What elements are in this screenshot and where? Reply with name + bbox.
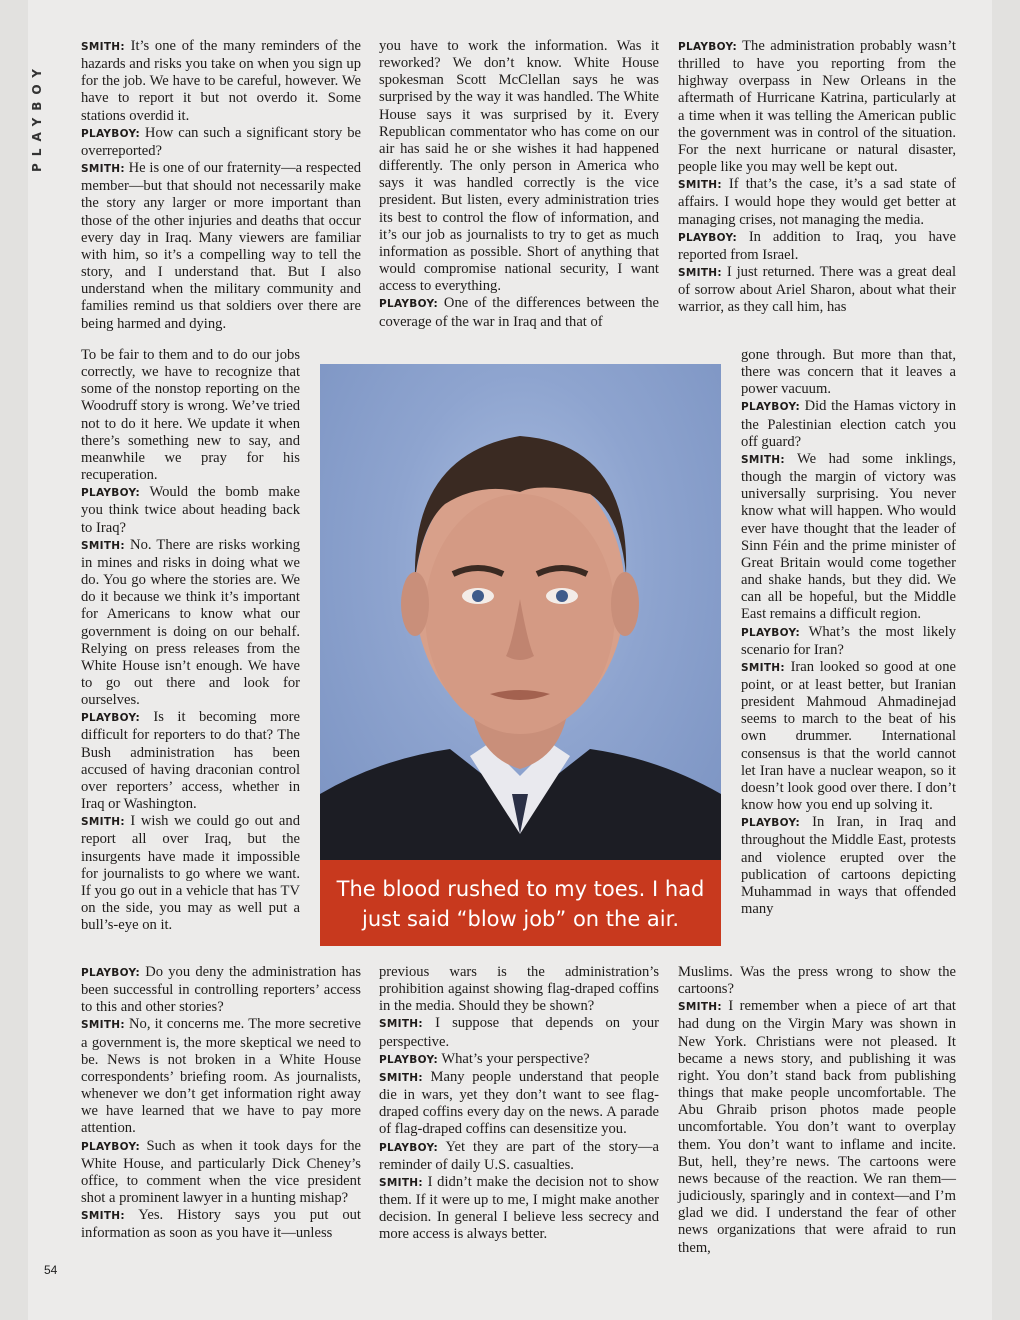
interview-paragraph xyxy=(379,1069,659,1139)
paragraph-text: If that’s the case, it’s a sad state of affairs. I would hope they would get better at managing crises, not managing the media. xyxy=(678,176,956,228)
interview-paragraph xyxy=(81,1138,361,1208)
page-number: 54 xyxy=(44,1263,58,1277)
column-1-bottom xyxy=(81,964,361,1243)
speaker-label: SMITH: xyxy=(81,539,125,552)
paragraph-text: No. There are risks working in mines and risks in doing what we do. You go where the stories are. We do it because we think it’s important for Americans to know what our government is doing on our behalf. Relying on press releases from the White House isn’t enough. We have to go out there and look for ourselves. xyxy=(81,536,300,709)
interview-paragraph xyxy=(379,1015,659,1050)
paragraph-text: It’s one of the many reminders of the hazards and risks you take on when you sign up for the job. We have to be careful, however. We have to report it but not overdo it. Some stations overdid it. xyxy=(81,38,361,124)
interview-paragraph xyxy=(81,964,361,1016)
interview-paragraph xyxy=(678,998,956,1256)
paragraph-text: We had some inklings, though the margin of victory was universally surprising. You never know what will happen. Who would ever have thought that the leader of Sinn Féin and the prime minister of Great Britain would come together and shake hands, but they did. We can all be hopeful, but the Middle East remains a difficult region. xyxy=(741,450,956,623)
speaker-label: PLAYBOY: xyxy=(678,231,737,244)
portrait-photo xyxy=(320,364,721,860)
paragraph-text: Yet they are part of the story—a reminder of daily U.S. casualties. xyxy=(379,1138,659,1173)
paragraph-text: Would the bomb make you think twice about heading back to Iraq? xyxy=(81,484,300,536)
running-head: PLAYBOY xyxy=(30,62,44,172)
speaker-label: SMITH: xyxy=(81,163,125,176)
speaker-label: PLAYBOY: xyxy=(81,712,140,725)
speaker-label: SMITH: xyxy=(379,1071,423,1084)
paragraph-text: I wish we could go out and report all over Iraq, but the insurgents have made it impossible for journalists to go where we want. If you go out in a vehicle that has TV on the side, you may as well put a bull’s-eye on it. xyxy=(81,813,300,934)
paragraph-text: No, it concerns me. The more secretive a government is, the more skeptical we need to be. News is not broken in a White House correspondents’ briefing room. As journalists, whenever we don’t get information right away we have learned that we have to pay more attention. xyxy=(81,1016,361,1137)
paragraph-text: Is it becoming more difficult for reporters to do that? The Bush administration has been accused of having draconian control over reporters’ access, whether in Iraq or Washington. xyxy=(81,709,300,813)
speaker-label: PLAYBOY: xyxy=(81,1140,140,1153)
paragraph-text: Muslims. Was the press wrong to show the cartoons? xyxy=(678,964,956,998)
column-3-top xyxy=(678,38,956,317)
interview-paragraph xyxy=(678,229,956,264)
pull-quote-line-1: The blood rushed to my toes. I had xyxy=(336,877,705,901)
paragraph-text: I just returned. There was a great deal of sorrow about Ariel Sharon, about what their warrior, as they call him, has xyxy=(678,264,956,316)
interview-paragraph xyxy=(81,537,300,710)
speaker-label: SMITH: xyxy=(379,1176,423,1189)
speaker-label: SMITH: xyxy=(678,179,722,192)
pull-quote xyxy=(320,860,721,946)
interview-paragraph xyxy=(741,347,956,398)
interview-paragraph xyxy=(379,38,659,295)
paragraph-text: gone through. But more than that, there was concern that it leaves a power vacuum. xyxy=(741,347,956,398)
paragraph-text: One of the differences between the coverage of the war in Iraq and that of xyxy=(379,295,659,330)
interview-paragraph xyxy=(678,264,956,316)
interview-paragraph xyxy=(379,1051,659,1069)
interview-paragraph xyxy=(81,1016,361,1137)
portrait-illustration xyxy=(320,364,721,860)
interview-paragraph xyxy=(678,38,956,176)
right-margin xyxy=(992,0,1020,1320)
paragraph-text: Many people understand that people die in wars, yet they don’t want to see flag-draped coffins every day on the news. A parade of flag-draped coffins can desensitize you. xyxy=(379,1068,659,1138)
column-1-middle xyxy=(81,347,300,934)
interview-paragraph xyxy=(81,38,361,125)
speaker-label: SMITH: xyxy=(81,1019,125,1032)
interview-paragraph xyxy=(81,125,361,160)
speaker-label: PLAYBOY: xyxy=(678,41,737,53)
paragraph-text: Yes. History says you put out information as soon as you have it—unless xyxy=(81,1207,361,1242)
interview-paragraph xyxy=(741,398,956,450)
column-1-top xyxy=(81,38,361,333)
paragraph-text: What’s your perspective? xyxy=(437,1050,590,1067)
speaker-label: PLAYBOY: xyxy=(81,487,140,500)
interview-paragraph xyxy=(741,624,956,659)
paragraph-text: I remember when a piece of art that had dung on the Virgin Mary was shown in New York. Christians were not pleased. It became a news story, and publishing it was right. You don’t stand back from publishing things that make people uncomfortable. The Abu Ghraib prison photos made people uncomfortable. You don’t want to overplay them. You don’t want to inflame and incite. But, hell, they’re news. The cartoons were news because of the reaction. We ran them—judiciously, sparingly and in context—and I’m glad we did. I understand the fear of other news organizations that were afraid to run them, xyxy=(678,998,956,1256)
interview-paragraph xyxy=(81,1207,361,1242)
paragraph-text: Did the Hamas victory in the Palestinian election catch you off guard? xyxy=(741,398,956,450)
paragraph-text: I suppose that depends on your perspective. xyxy=(379,1015,659,1050)
interview-paragraph xyxy=(379,964,659,1015)
interview-paragraph xyxy=(678,176,956,228)
speaker-label: SMITH: xyxy=(379,1018,423,1031)
paragraph-text: you have to work the information. Was it reworked? We don’t know. White House spokesman Scott McClellan says he was surprised by the way it was handled. The White House says it was surprised by it. Every Republican commentator who has come on our air has said he or she wishes it had happened differently. The only person in America who says it was handled correctly is the vice president. But listen, every administration tries its best to control the flow of information, and it’s our job as journalists to try to get as much information as possible. Short of anything that would compromise national security, I want access to everything. xyxy=(379,38,659,295)
speaker-label: SMITH: xyxy=(678,1001,722,1014)
left-margin xyxy=(0,0,28,1320)
speaker-label: SMITH: xyxy=(741,661,785,674)
speaker-label: SMITH: xyxy=(741,453,785,466)
interview-paragraph xyxy=(678,964,956,998)
interview-paragraph xyxy=(741,451,956,624)
speaker-label: PLAYBOY: xyxy=(379,1141,438,1154)
interview-paragraph xyxy=(81,709,300,813)
speaker-label: PLAYBOY: xyxy=(379,1053,438,1066)
speaker-label: PLAYBOY: xyxy=(81,127,140,140)
column-2-top xyxy=(379,38,659,331)
interview-paragraph xyxy=(379,295,659,330)
pull-quote-line-2: just said “blow job” on the air. xyxy=(361,907,679,931)
speaker-label: PLAYBOY: xyxy=(741,626,800,639)
speaker-label: PLAYBOY: xyxy=(379,298,438,311)
paragraph-text: In addition to Iraq, you have reported from Israel. xyxy=(678,228,956,263)
speaker-label: SMITH: xyxy=(81,816,125,829)
interview-paragraph xyxy=(81,484,300,536)
speaker-label: SMITH: xyxy=(81,41,125,53)
paragraph-text: Iran looked so good at one point, or at least better, but Iranian president Mahmoud Ahmadinejad seems to march to the beat of his own drummer. International consensus is that the world cannot let Iran have a nuclear weapon, so it doesn’t look good over there. I don’t know how you end up solving it. xyxy=(741,658,956,814)
interview-paragraph xyxy=(81,160,361,333)
paragraph-text: In Iran, in Iraq and throughout the Middle East, protests and violence erupted over the publication of cartoons depicting Muhammad in ways that offended many xyxy=(741,814,956,917)
interview-paragraph xyxy=(81,347,300,484)
speaker-label: PLAYBOY: xyxy=(81,967,140,979)
interview-paragraph xyxy=(379,1139,659,1174)
speaker-label: PLAYBOY: xyxy=(741,817,800,830)
paragraph-text: Do you deny the administration has been successful in controlling reporters’ access to this and other stories? xyxy=(81,964,361,1016)
column-2-bottom xyxy=(379,964,659,1244)
interview-paragraph xyxy=(379,1174,659,1244)
interview-paragraph xyxy=(81,813,300,934)
paragraph-text: He is one of our fraternity—a respected member—but that should not necessarily make the story any larger or more important than those of the other injuries and deaths that occur every day in Iraq. Many viewers are familiar with him, so it’s a compelling way to tell the story, and I understand that. But I also understand when the military community and families remind us that soldiers over there are being harmed and dying. xyxy=(81,160,361,332)
column-3-bottom xyxy=(678,964,956,1257)
paragraph-text: How can such a significant story be overreported? xyxy=(81,124,361,159)
paragraph-text: What’s the most likely scenario for Iran? xyxy=(741,623,956,658)
column-3-middle xyxy=(741,347,956,918)
paragraph-text: The administration probably wasn’t thrilled to have you reporting from the highway overpass in New Orleans in the aftermath of Hurricane Katrina, particularly at a time when it was telling the American public the government was in control of the situation. For the next hurricane or natural disaster, people like you may well be kept out. xyxy=(678,38,956,176)
speaker-label: SMITH: xyxy=(678,267,722,280)
paragraph-text: To be fair to them and to do our jobs correctly, we have to recognize that some of the nonstop reporting on the Woodruff story is wrong. We’ve tried not to do it here. We update it when there’s something new to say, and meanwhile we pray for his recuperation. xyxy=(81,347,300,484)
interview-paragraph xyxy=(741,659,956,814)
speaker-label: PLAYBOY: xyxy=(741,401,800,414)
interview-paragraph xyxy=(741,814,956,918)
paragraph-text: I didn’t make the decision not to show them. If it were up to me, I might make another decision. In general I believe less secrecy and more access is always better. xyxy=(379,1173,659,1243)
paragraph-text: previous wars is the administration’s prohibition against showing flag-draped coffins in the media. Should they be shown? xyxy=(379,964,659,1015)
paragraph-text: Such as when it took days for the White House, and particularly Dick Cheney’s office, to comment when the vice president shot a prominent lawyer in a hunting mishap? xyxy=(81,1137,361,1207)
speaker-label: SMITH: xyxy=(81,1210,125,1223)
